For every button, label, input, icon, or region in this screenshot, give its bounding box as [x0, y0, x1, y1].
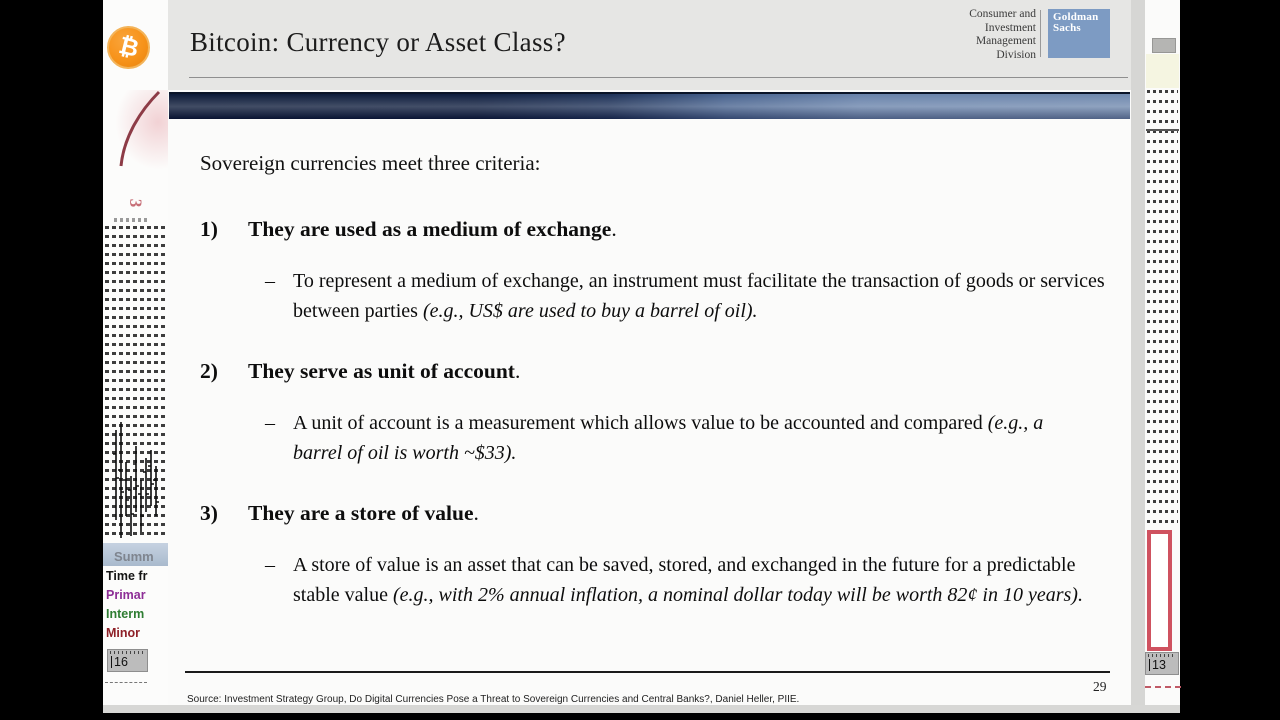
small-caption-text — [114, 218, 148, 222]
item-period: . — [611, 217, 617, 241]
chart-app-right-strip — [1131, 0, 1180, 713]
highlight-cell — [1146, 54, 1179, 88]
axis-tick — [1149, 659, 1150, 671]
bullet-text: A unit of account is a measurement which allows value to be accounted and compared (e.g., a barrel of oil is worth ~$33). — [293, 412, 1044, 464]
source-note: Source: Investment Strategy Group, Do Digital Currencies Pose a Threat to Sovereign Currencies and Central Banks?, Daniel Heller, PIIE. — [187, 694, 800, 705]
bullet-dash: – — [265, 412, 275, 434]
x-axis-label-right: 13 — [1145, 652, 1179, 675]
scrollbar-thumb[interactable] — [1152, 38, 1176, 53]
intro-text: Sovereign currencies meet three criteria: — [200, 151, 541, 175]
gauge-value: 3 — [126, 198, 146, 208]
item-period: . — [473, 501, 479, 525]
presentation-slide — [168, 0, 1131, 708]
item-heading: They are a store of value — [248, 501, 474, 525]
axis-tick — [111, 656, 112, 668]
bitcoin-icon: ₿ — [107, 26, 150, 69]
gauge-arc — [111, 86, 165, 172]
bullet-text: A store of value is an asset that can be saved, stored, and exchanged in the future for a predictable stable value (e.g., with 2% annual inflation, a nominal dollar today will be worth 82¢ in 10 years). — [293, 554, 1083, 606]
legend-timeframe[interactable]: Time fr — [106, 569, 148, 583]
x-axis-label-left: 16 — [107, 649, 148, 672]
list-item-1 — [200, 217, 617, 242]
item-heading: They are used as a medium of exchange — [248, 217, 612, 241]
division-text: Consumer and Investment Management Division — [969, 8, 1036, 61]
list-item-3 — [200, 501, 479, 526]
scale-divider — [1146, 129, 1179, 131]
bullet-text: To represent a medium of exchange, an instrument must facilitate the transaction of goods or services between parties (e.g., US$ are used to buy a barrel of oil). — [293, 270, 1105, 322]
footer-rule — [185, 671, 1110, 673]
candlestick-chart — [104, 420, 167, 542]
legend-primary[interactable]: Primar — [106, 588, 146, 602]
page-number: 29 — [1093, 679, 1107, 694]
chart-app-left-strip — [103, 0, 168, 713]
red-dashed-line — [1145, 686, 1181, 688]
bottom-edge-strip — [103, 705, 1180, 713]
legend-minor[interactable]: Minor — [106, 626, 141, 640]
sub-bullet-3 — [265, 551, 1087, 610]
summary-button[interactable]: Summ — [103, 543, 168, 566]
item-period: . — [514, 359, 521, 383]
list-item-2 — [200, 359, 520, 384]
item-number: 2) — [200, 359, 218, 383]
goldman-sachs-logo: Goldman Sachs — [1048, 9, 1110, 58]
bullet-dash: – — [265, 270, 275, 292]
banner-bar — [169, 92, 1130, 119]
bullet-dash: – — [265, 554, 275, 576]
item-heading: They serve as unit of account — [248, 359, 515, 383]
sub-bullet-1 — [265, 267, 1113, 326]
slide-header — [168, 0, 1131, 90]
legend-intermediate[interactable]: Interm — [106, 607, 145, 621]
price-scale — [1147, 90, 1178, 530]
item-number: 3) — [200, 501, 218, 525]
title-rule — [189, 77, 1128, 78]
sub-bullet-2 — [265, 409, 1075, 468]
axis-dashed-line — [105, 682, 147, 683]
slide-title: Bitcoin: Currency or Asset Class? — [190, 27, 566, 57]
highlight-red-box — [1147, 530, 1172, 651]
item-number: 1) — [200, 217, 218, 241]
header-divider — [1040, 10, 1041, 57]
